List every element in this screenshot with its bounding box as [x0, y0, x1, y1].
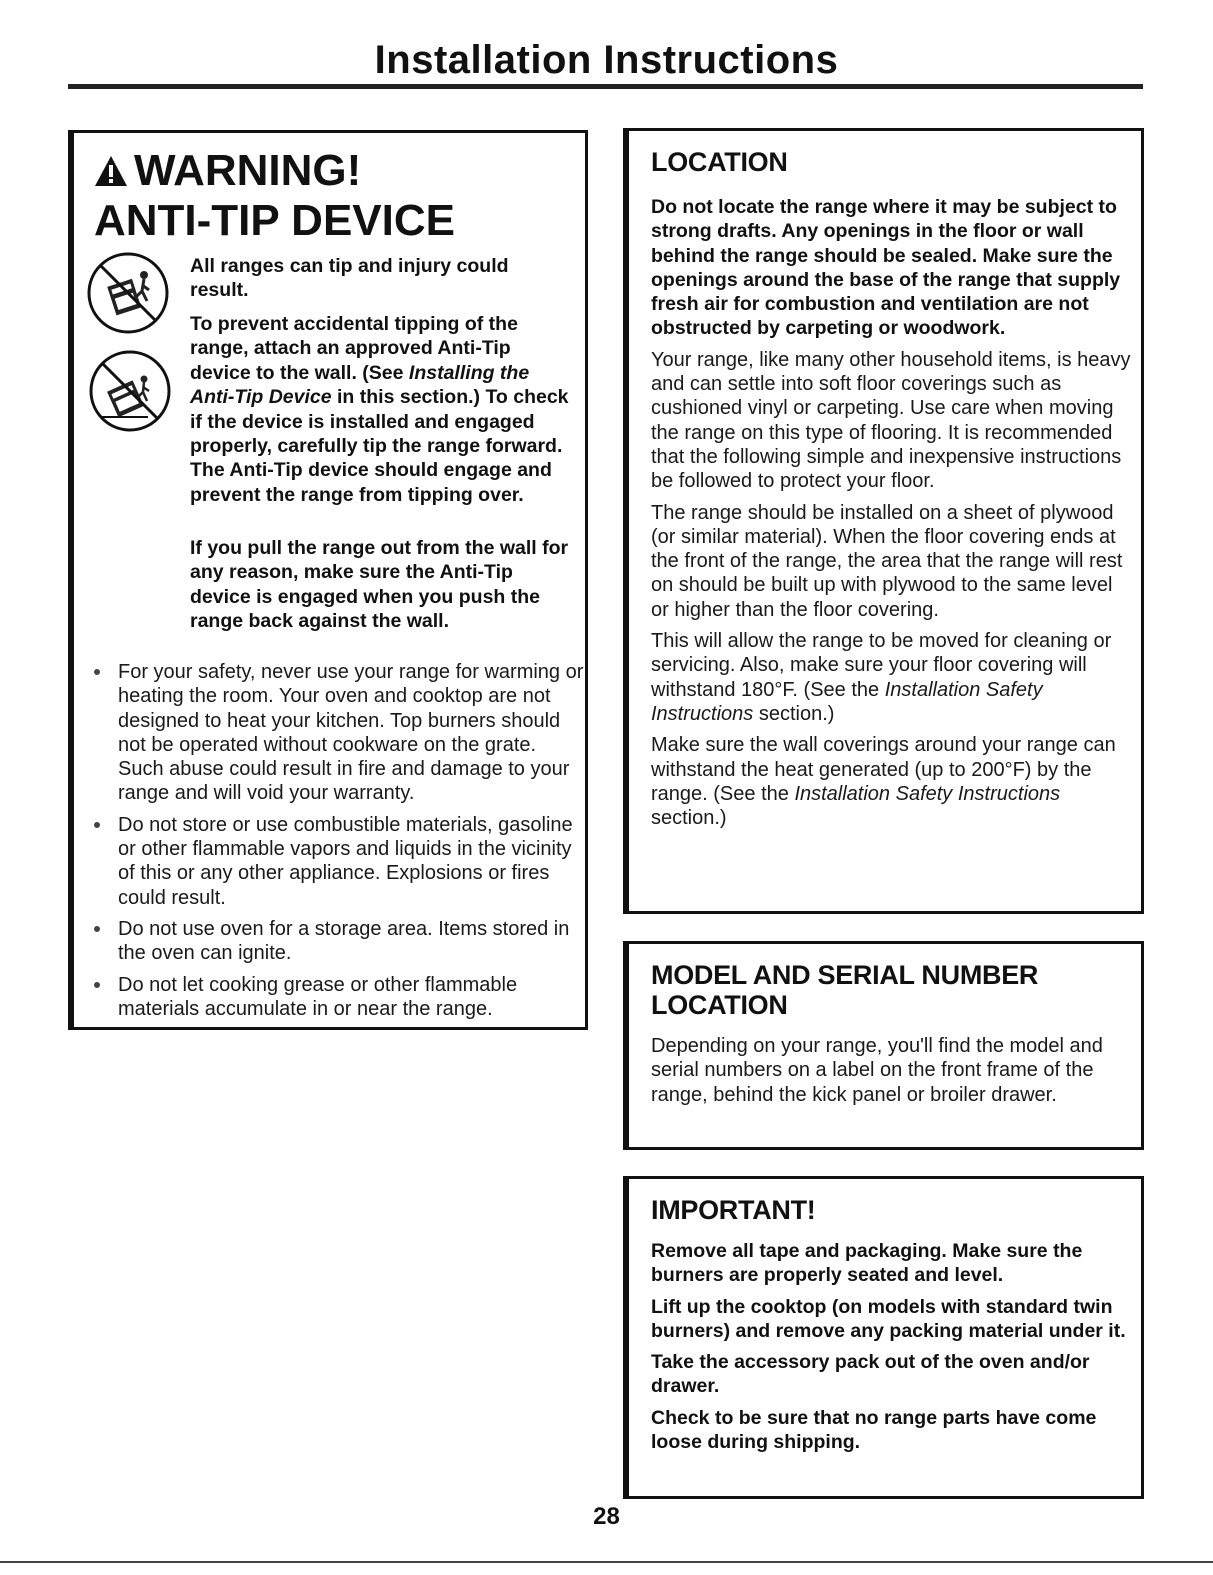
location-bold-paragraph: Do not locate the range where it may be subject to strong drafts. Any openings in the floor or wall behind the range should be sealed. Make sure the openings around the base of the range that supply fresh air for combustion and ventilation are not obstructed by carpeting or woodwork.	[651, 196, 1121, 340]
warning-text: To prevent accidental tipping of the range, attach an approved Anti-Tip device to the wall. (See	[190, 313, 518, 384]
bullet-dot	[94, 669, 100, 675]
important-box	[623, 1176, 1144, 1499]
location-text: Make sure the wall coverings around your range can withstand the heat generated (up to 200°F) by the range. (See the	[651, 734, 1116, 805]
bullet-item	[90, 660, 584, 806]
bullet-text: Do not store or use combustible materials, gasoline or other flammable vapors and liquids in the vicinity of this or any other appliance. Explosions or fires could result.	[118, 813, 573, 909]
warning-title	[94, 147, 361, 197]
model-heading-line-1: MODEL AND SERIAL NUMBER	[651, 960, 1039, 990]
no-tip-range-icon	[86, 251, 170, 335]
important-paragraph: Take the accessory pack out of the oven and/or drawer.	[651, 1351, 1090, 1398]
bullet-dot	[94, 822, 100, 828]
location-body	[651, 195, 1135, 837]
model-serial-body	[651, 1034, 1135, 1114]
warning-text: If you pull the range out from the wall for any reason, make sure the Anti-Tip device is engaged when you push the range back against the wall.	[190, 537, 569, 633]
location-text: section.)	[651, 807, 727, 830]
model-heading-line-2: LOCATION	[651, 990, 788, 1020]
warning-title-text: WARNING!	[134, 146, 362, 195]
important-paragraph: Lift up the cooktop (on models with standard twin burners) and remove any packing material under it.	[651, 1295, 1126, 1342]
warning-box	[68, 130, 588, 1030]
bullet-dot	[94, 982, 100, 988]
safety-bullet-list	[90, 660, 584, 1028]
anti-tip-section-reference: Installing the Anti-Tip Device	[190, 361, 530, 409]
bullet-item	[90, 813, 584, 910]
warning-text: in this section.) To check if the device is installed and engaged properly, carefully tip the range forward. The Anti-Tip device should engage and prevent the range from tipping over.	[190, 386, 569, 506]
page-title: Installation Instructions	[374, 38, 839, 82]
important-body	[651, 1239, 1135, 1461]
location-text: section.)	[753, 702, 835, 725]
bullet-text: Do not let cooking grease or other flammable materials accumulate in or near the range.	[118, 973, 518, 1020]
model-serial-heading	[651, 960, 1038, 1020]
bullet-item	[90, 917, 584, 966]
safety-section-reference: Installation Safety Instructions	[794, 782, 1061, 805]
footer-rule	[0, 1561, 1213, 1563]
warning-paragraph-3	[190, 536, 570, 641]
location-paragraph	[651, 629, 1135, 726]
warning-text: All ranges can tip and injury could result.	[190, 255, 509, 302]
bullet-text: Do not use oven for a storage area. Items stored in the oven can ignite.	[118, 917, 570, 965]
important-paragraph: Check to be sure that no range parts have come loose during shipping.	[651, 1406, 1097, 1454]
warning-triangle-icon	[94, 149, 128, 197]
model-serial-box	[623, 941, 1144, 1150]
important-paragraph: Remove all tape and packaging. Make sure the burners are properly seated and level.	[651, 1240, 1083, 1287]
warning-subtitle: ANTI-TIP DEVICE	[94, 196, 456, 245]
warning-paragraph-1	[190, 254, 570, 310]
location-box	[623, 128, 1144, 914]
location-paragraph: Your range, like many other household items, is heavy and can settle into soft floor coverings such as cushioned vinyl or carpeting. Use care when moving the range on this type of flooring. It is recommended that the following simple and inexpensive instructions be followed to protect your floor.	[651, 348, 1131, 493]
location-text: This will allow the range to be moved for cleaning or servicing. Also, make sure your floor covering will withstand 180°F. (See the	[651, 630, 1112, 701]
model-serial-paragraph: Depending on your range, you'll find the model and serial numbers on a label on the front frame of the range, behind the kick panel or broiler drawer.	[651, 1035, 1103, 1106]
no-tip-child-range-icon	[88, 349, 172, 433]
title-rule	[68, 84, 1143, 89]
location-paragraph	[651, 733, 1135, 830]
bullet-item	[90, 973, 584, 1022]
bullet-dot	[94, 926, 100, 932]
page-number: 28	[593, 1503, 620, 1530]
bullet-text: For your safety, never use your range for warming or heating the room. Your oven and cooktop are not designed to heat your kitchen. Top burners should not be operated without cookware on the grate. Such abuse could result in fire and damage to your range and will void your warranty.	[118, 661, 584, 805]
important-heading: IMPORTANT!	[651, 1195, 816, 1225]
warning-paragraph-2	[190, 312, 570, 514]
location-paragraph: The range should be installed on a sheet of plywood (or similar material). When the floor covering ends at the front of the range, the area that the range will rest on should be built up with plywood to the same level or higher than the floor covering.	[651, 501, 1123, 621]
location-heading: LOCATION	[651, 147, 788, 177]
safety-section-reference: Installation Safety Instructions	[651, 678, 1043, 725]
